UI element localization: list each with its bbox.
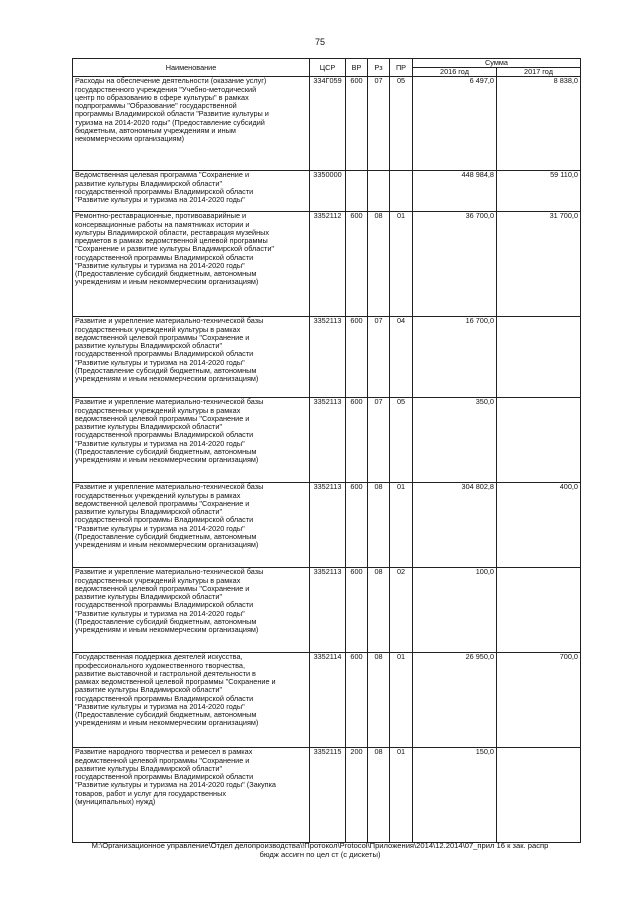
table-row xyxy=(73,171,581,212)
row-csr: 3352115 xyxy=(310,748,346,843)
table-row xyxy=(73,77,581,171)
header-vr: ВР xyxy=(346,59,368,77)
row-name: Ведомственная целевая программа "Сохранение и развитие культуры Владимирской области" государственной программы Владимирской области "Развитие культуры и туризма на 2014-2020 годы" xyxy=(73,171,310,212)
row-vr: 600 xyxy=(346,398,368,483)
row-2017: 59 110,0 xyxy=(497,171,581,212)
row-pr: 02 xyxy=(390,568,413,653)
row-pr: 01 xyxy=(390,212,413,317)
row-2017 xyxy=(497,568,581,653)
footer-file-path xyxy=(0,841,640,860)
row-pr: 05 xyxy=(390,77,413,171)
row-rz: 08 xyxy=(368,212,390,317)
row-vr: 600 xyxy=(346,317,368,398)
page-number: 75 xyxy=(314,37,325,47)
row-csr: 3352113 xyxy=(310,568,346,653)
row-rz: 07 xyxy=(368,398,390,483)
row-rz: 07 xyxy=(368,77,390,171)
table-row xyxy=(73,483,581,568)
header-pr: ПР xyxy=(390,59,413,77)
row-vr: 600 xyxy=(346,568,368,653)
row-name: Развитие и укрепление материально-технической базы государственных учреждений культуры в рамках ведомственной целевой программы "Сохранение и развитие культуры Владимирской области" государственной программы Владимирской области "Развитие культуры и туризма на 2014-2020 годы" (Предоставление субсидий бюджетным, автономным учреждениям и иным некоммерческим организациям) xyxy=(73,483,310,568)
row-vr: 200 xyxy=(346,748,368,843)
row-name: Ремонтно-реставрационные, противоаварийные и консервационные работы на памятниках истории и культуры Владимирской области, реставрация музейных предметов в рамках ведомственной целевой программы "Сохранение и развитие культуры Владимирской области" государственной программы Владимирской области "Развитие культуры и туризма на 2014-2020 годы" (Предоставление субсидий бюджетным, автономным учреждениям и иным некоммерческим организациям) xyxy=(73,212,310,317)
row-2016: 304 802,8 xyxy=(413,483,497,568)
table-row xyxy=(73,398,581,483)
row-csr: 3352112 xyxy=(310,212,346,317)
row-vr: 600 xyxy=(346,77,368,171)
row-pr: 05 xyxy=(390,398,413,483)
row-name: Развитие народного творчества и ремесел в рамках ведомственной целевой программы "Сохранение и развитие культуры Владимирской области" государственной программы Владимирской области "Развитие культуры и туризма на 2014-2020 годы" (Закупка товаров, работ и услуг для государственных (муниципальных) нужд) xyxy=(73,748,310,843)
table-row xyxy=(73,212,581,317)
table-row xyxy=(73,748,581,843)
row-pr xyxy=(390,171,413,212)
row-rz: 08 xyxy=(368,568,390,653)
row-name: Развитие и укрепление материально-технической базы государственных учреждений культуры в рамках ведомственной целевой программы "Сохранение и развитие культуры Владимирской области" государственной программы Владимирской области "Развитие культуры и туризма на 2014-2020 годы" (Предоставление субсидий бюджетным, автономным учреждениям и иным некоммерческим организациям) xyxy=(73,317,310,398)
row-csr: 3352113 xyxy=(310,398,346,483)
header-rz: Рз xyxy=(368,59,390,77)
row-pr: 01 xyxy=(390,748,413,843)
row-2016: 36 700,0 xyxy=(413,212,497,317)
table-row xyxy=(73,568,581,653)
row-pr: 01 xyxy=(390,653,413,748)
row-csr: 3352113 xyxy=(310,483,346,568)
footer-line-1: M:\Организационное управление\Отдел делопроизводства\!Протокол\Protocol\Приложения\2014\12.2014\07_прил 16 к зак. распр xyxy=(91,841,549,850)
row-vr xyxy=(346,171,368,212)
row-pr: 01 xyxy=(390,483,413,568)
row-vr: 600 xyxy=(346,653,368,748)
row-rz xyxy=(368,171,390,212)
row-rz: 08 xyxy=(368,748,390,843)
row-2016: 100,0 xyxy=(413,568,497,653)
row-rz: 08 xyxy=(368,653,390,748)
row-name: Развитие и укрепление материально-технической базы государственных учреждений культуры в рамках ведомственной целевой программы "Сохранение и развитие культуры Владимирской области" государственной программы Владимирской области "Развитие культуры и туризма на 2014-2020 годы" (Предоставление субсидий бюджетным, автономным учреждениям и иным некоммерческим организациям) xyxy=(73,568,310,653)
row-2016: 16 700,0 xyxy=(413,317,497,398)
row-name: Расходы на обеспечение деятельности (оказание услуг) государственного учреждения "Учебно-методический центр по образованию в сфере культуры" в рамках подпрограммы "Образование" государственной программы Владимирской области "Развитие культуры и туризма на 2014-2020 годы" (Предоставление субсидий бюджетным, автономным учреждениям и иным некоммерческим организациям) xyxy=(73,77,310,171)
row-name: Развитие и укрепление материально-технической базы государственных учреждений культуры в рамках ведомственной целевой программы "Сохранение и развитие культуры Владимирской области" государственной программы Владимирской области "Развитие культуры и туризма на 2014-2020 годы" (Предоставление субсидий бюджетным, автономным учреждениям и иным некоммерческим организациям) xyxy=(73,398,310,483)
row-2017: 8 838,0 xyxy=(497,77,581,171)
row-rz: 07 xyxy=(368,317,390,398)
row-2017 xyxy=(497,748,581,843)
row-csr: 3352114 xyxy=(310,653,346,748)
row-csr: 334Г059 xyxy=(310,77,346,171)
header-csr: ЦСР xyxy=(310,59,346,77)
row-2017: 700,0 xyxy=(497,653,581,748)
table-row xyxy=(73,653,581,748)
table-row xyxy=(73,317,581,398)
row-csr: 3352113 xyxy=(310,317,346,398)
row-2016: 6 497,0 xyxy=(413,77,497,171)
row-rz: 08 xyxy=(368,483,390,568)
header-2016: 2016 год xyxy=(413,68,497,77)
row-csr: 3350000 xyxy=(310,171,346,212)
budget-table xyxy=(72,58,581,843)
row-2016: 150,0 xyxy=(413,748,497,843)
row-2017 xyxy=(497,398,581,483)
row-name: Государственная поддержка деятелей искусства, профессионального художественного творчества, развитие выставочной и гастрольной деятельности в рамках ведомственной целевой программы "Сохранение и развитие культуры Владимирской области" государственной программы Владимирской области "Развитие культуры и туризма на 2014-2020 годы" (Предоставление субсидий бюджетным, автономным учреждениям и иным некоммерческим организациям) xyxy=(73,653,310,748)
row-2016: 350,0 xyxy=(413,398,497,483)
row-pr: 04 xyxy=(390,317,413,398)
footer-line-2: бюдж ассигн по цел ст (с дискеты) xyxy=(259,850,381,860)
header-2017: 2017 год xyxy=(497,68,581,77)
row-2017: 400,0 xyxy=(497,483,581,568)
row-2017: 31 700,0 xyxy=(497,212,581,317)
row-vr: 600 xyxy=(346,483,368,568)
row-vr: 600 xyxy=(346,212,368,317)
row-2016: 26 950,0 xyxy=(413,653,497,748)
row-2016: 448 984,8 xyxy=(413,171,497,212)
header-name: Наименование xyxy=(73,59,310,77)
row-2017 xyxy=(497,317,581,398)
header-sum: Сумма xyxy=(413,59,581,68)
